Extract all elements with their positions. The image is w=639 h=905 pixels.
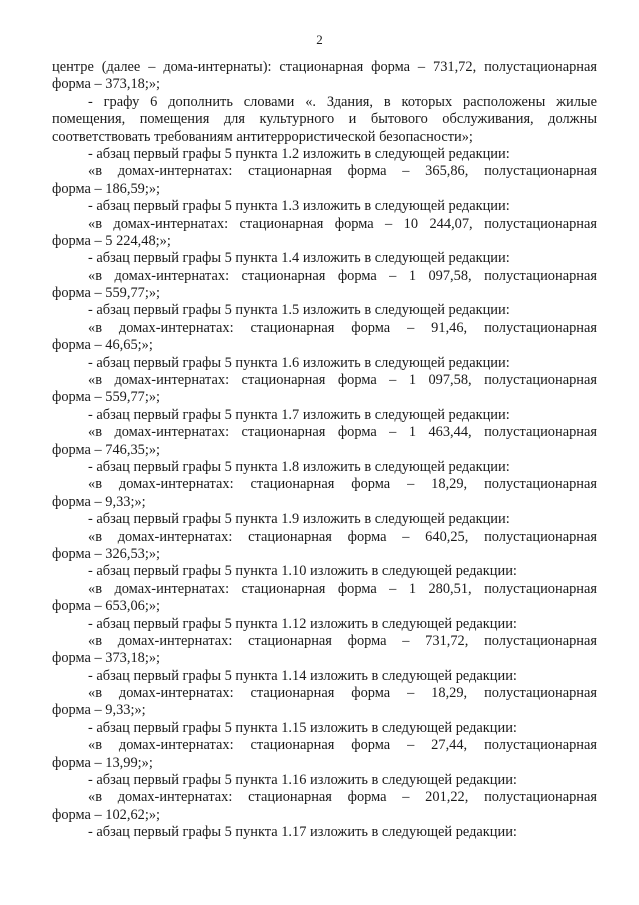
text-line: - абзац первый графы 5 пункта 1.5 изложить в следующей редакции: [88,302,510,319]
text-line: «в домах-интернатах: стационарная форма – 1 463,44, полустационарная [88,424,597,441]
text-line: форма – 373,18;»; [52,76,161,93]
text-line: - абзац первый графы 5 пункта 1.9 изложить в следующей редакции: [88,511,510,528]
text-line: форма – 559,77;»; [52,389,161,406]
text-line: форма – 9,33;»; [52,493,146,510]
text-line: форма – 326,53;»; [52,545,161,562]
text-line: «в домах-интернатах: стационарная форма – 91,46, полустационарная [88,319,597,336]
text-line: форма – 13,99;»; [52,754,153,771]
text-line: «в домах-интернатах: стационарная форма – 201,22, полустационарная [88,789,597,806]
text-line: - абзац первый графы 5 пункта 1.12 изложить в следующей редакции: [88,615,517,632]
text-line: «в домах-интернатах: стационарная форма – 18,29, полустационарная [88,476,597,493]
page-number: 2 [316,32,323,47]
text-line: «в домах-интернатах: стационарная форма – 27,44, полустационарная [88,737,597,754]
text-line: «в домах-интернатах: стационарная форма – 1 097,58, полустационарная [88,372,597,389]
text-line: соответствовать требованиям антитеррористической безопасности»; [52,128,473,145]
text-line: форма – 46,65;»; [52,337,153,354]
text-line: центре (далее – дома-интернаты): стационарная форма – 731,72, полустационарная [52,59,597,75]
text-line: форма – 9,33;»; [52,702,146,719]
text-line: форма – 102,62;»; [52,806,161,823]
text-line: форма – 746,35;»; [52,441,161,458]
text-line: «в домах-интернатах: стационарная форма – 365,86, полустационарная [88,163,597,180]
text-line: - абзац первый графы 5 пункта 1.4 изложить в следующей редакции: [88,250,510,267]
text-line: - абзац первый графы 5 пункта 1.15 изложить в следующей редакции: [88,719,517,736]
text-line: - абзац первый графы 5 пункта 1.17 изложить в следующей редакции: [88,824,517,841]
document-body [52,59,597,842]
text-line: - абзац первый графы 5 пункта 1.16 изложить в следующей редакции: [88,772,517,789]
text-line: - абзац первый графы 5 пункта 1.7 изложить в следующей редакции: [88,406,510,423]
text-line: - абзац первый графы 5 пункта 1.10 изложить в следующей редакции: [88,563,517,580]
text-line: помещения, помещения для культурного и бытового обслуживания, должны [52,111,597,128]
text-line: - абзац первый графы 5 пункта 1.8 изложить в следующей редакции: [88,458,510,475]
text-line: форма – 5 224,48;»; [52,232,171,249]
text-line: - абзац первый графы 5 пункта 1.3 изложить в следующей редакции: [88,198,510,215]
text-line: форма – 373,18;»; [52,650,161,667]
text-line: «в домах-интернатах: стационарная форма – 10 244,07, полустационарная [88,215,597,232]
text-line: «в домах-интернатах: стационарная форма – 731,72, полустационарная [88,632,597,649]
text-line: - графу 6 дополнить словами «. Здания, в которых расположены жилые [88,93,597,110]
text-line: - абзац первый графы 5 пункта 1.6 изложить в следующей редакции: [88,354,510,371]
text-line: форма – 653,06;»; [52,598,161,615]
text-line: - абзац первый графы 5 пункта 1.14 изложить в следующей редакции: [88,667,517,684]
text-line: «в домах-интернатах: стационарная форма – 1 097,58, полустационарная [88,267,597,284]
text-line: форма – 559,77;»; [52,285,161,302]
text-line: - абзац первый графы 5 пункта 1.2 изложить в следующей редакции: [88,145,510,162]
text-line: «в домах-интернатах: стационарная форма – 1 280,51, полустационарная [88,580,597,597]
text-line: форма – 186,59;»; [52,180,161,197]
text-line: «в домах-интернатах: стационарная форма – 640,25, полустационарная [88,528,597,545]
text-line: «в домах-интернатах: стационарная форма – 18,29, полустационарная [88,685,597,702]
